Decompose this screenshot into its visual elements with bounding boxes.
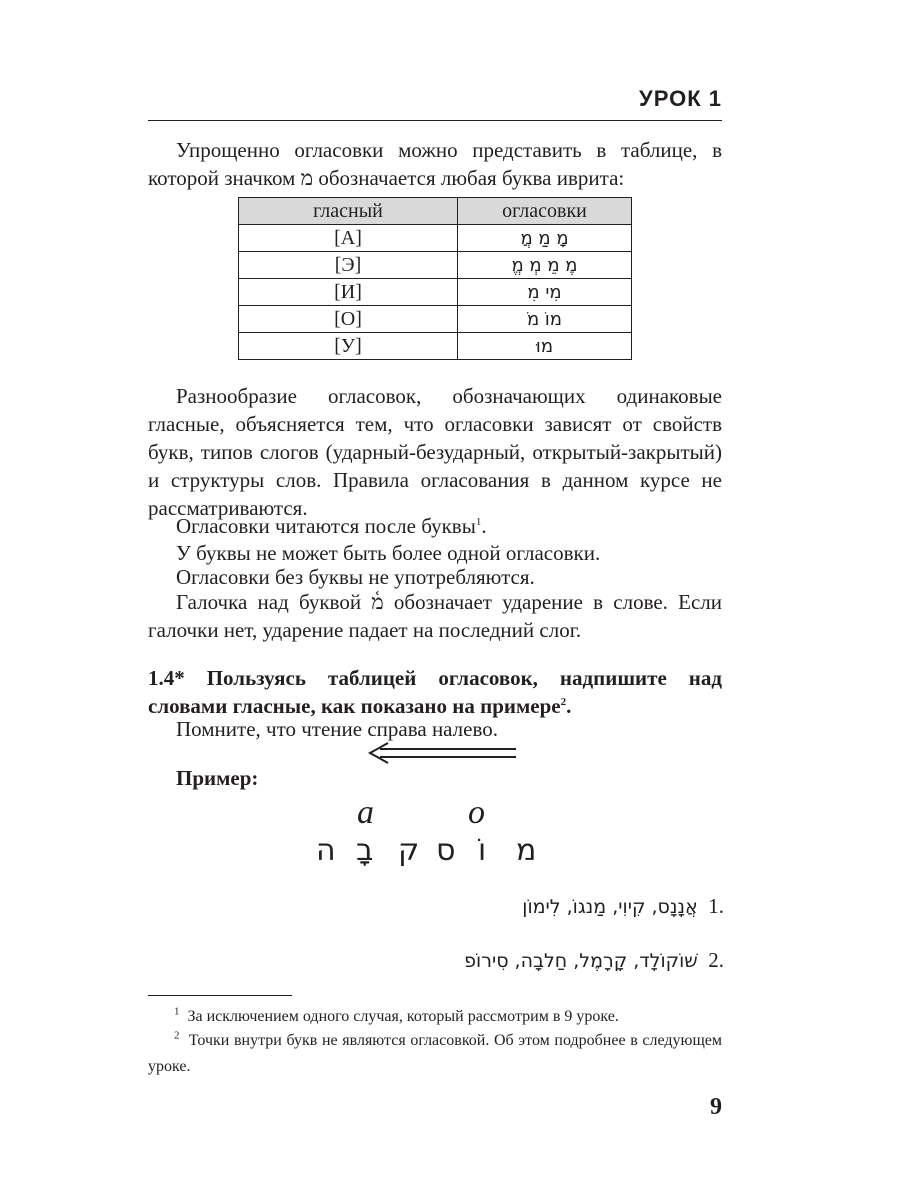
intro-paragraph bbox=[148, 136, 722, 192]
footnote-divider bbox=[148, 995, 292, 996]
page-number: 9 bbox=[710, 1094, 722, 1120]
table-header-vowel: гласный bbox=[239, 198, 458, 225]
no-letter-line: Огласовки без буквы не употребляются. bbox=[176, 565, 535, 589]
chapter-header: УРОК 1 bbox=[639, 86, 722, 111]
stress-paragraph bbox=[148, 588, 722, 644]
footnote-text: За исключением одного случая, который рассмотрим в 9 уроке. bbox=[187, 1008, 619, 1025]
item-number: 2. bbox=[708, 948, 724, 972]
table-row bbox=[239, 333, 632, 360]
exercise-title-text: 1.4* Пользуясь таблицей огласовок, надпишите над словами гласные, как показано на примере bbox=[148, 666, 722, 718]
variety-paragraph bbox=[148, 382, 722, 522]
after-letter-text: Огласовки читаются после буквы bbox=[176, 514, 476, 538]
reading-note: Помните, что чтение справа налево. bbox=[176, 717, 499, 741]
exercise-title bbox=[148, 664, 722, 720]
table-cell-marks: מֶ מֵ מְ מֱ bbox=[458, 252, 632, 279]
footnote-ref-1: 1 bbox=[475, 516, 482, 528]
exercise-item-1 bbox=[522, 892, 724, 921]
vowel-table bbox=[238, 197, 632, 360]
intro-text: Упрощенно огласовки можно представить в таблице, в которой значком מ обозначается любая буква иврита: bbox=[148, 138, 722, 190]
table-cell-marks: מָ מַ מֲ bbox=[458, 225, 632, 252]
table-header-row bbox=[239, 198, 632, 225]
example-letter: ק bbox=[398, 833, 420, 868]
exercise-item-2 bbox=[464, 946, 724, 975]
table-cell-vowel: [А] bbox=[239, 225, 458, 252]
one-vowel-line: У буквы не может быть более одной огласовки. bbox=[176, 541, 601, 565]
table-row bbox=[239, 225, 632, 252]
footnote-2 bbox=[148, 1028, 722, 1080]
period: . bbox=[481, 514, 487, 538]
table-cell-vowel: [И] bbox=[239, 279, 458, 306]
item-number: 1. bbox=[708, 894, 724, 918]
table-row bbox=[239, 279, 632, 306]
table-row bbox=[239, 252, 632, 279]
example-letter: וֹ bbox=[478, 833, 487, 868]
stress-text: Галочка над буквой מ֫ обозначает ударение в слове. Если галочки нет, ударение падает на последний слог. bbox=[148, 590, 722, 642]
example-vowel-a: a bbox=[357, 794, 374, 831]
example-letter: ס bbox=[436, 833, 456, 868]
footnote-text: Точки внутри букв не являются огласовкой. Об этом подробнее в следующем уроке. bbox=[148, 1032, 723, 1075]
footnote-1 bbox=[148, 1004, 722, 1030]
table-cell-vowel: [О] bbox=[239, 306, 458, 333]
table-header-marks: огласовки bbox=[458, 198, 632, 225]
example-letter: מ bbox=[516, 833, 537, 868]
variety-text: Разнообразие огласовок, обозначающих одинаковые гласные, объясняется тем, что огласовки зависят от свойств букв, типов слогов (ударный-безударный, открытый-закрытый) и структуры слов. Правила огласования в данном курсе не рассматриваются. bbox=[148, 384, 722, 520]
footnote-marker: 1 bbox=[174, 1005, 180, 1018]
header-divider bbox=[148, 120, 722, 121]
table-cell-vowel: [У] bbox=[239, 333, 458, 360]
example-vowel-o: o bbox=[468, 794, 485, 831]
table-cell-marks: מִי מִ bbox=[458, 279, 632, 306]
exercise-title-end: . bbox=[566, 694, 572, 718]
item-words: אֲנָנָס, קִיוִי, מַנגוֹ, לִימוֹן bbox=[522, 896, 698, 918]
after-letter-line bbox=[176, 512, 487, 540]
item-words: שׁוֹקוֹלָד, קָרָמֶל, חַלבָה, סִירוֹפ bbox=[464, 950, 698, 972]
example-label: Пример: bbox=[176, 766, 259, 790]
table-cell-marks: מוּ bbox=[458, 333, 632, 360]
footnote-ref-2: 2 bbox=[560, 696, 567, 708]
footnote-marker: 2 bbox=[174, 1029, 180, 1042]
example-letter: בָ bbox=[356, 833, 374, 868]
table-cell-vowel: [Э] bbox=[239, 252, 458, 279]
table-row bbox=[239, 306, 632, 333]
left-arrow-icon bbox=[366, 742, 516, 764]
table-cell-marks: מוֹ מֹ bbox=[458, 306, 632, 333]
example-letter: ה bbox=[316, 833, 336, 868]
